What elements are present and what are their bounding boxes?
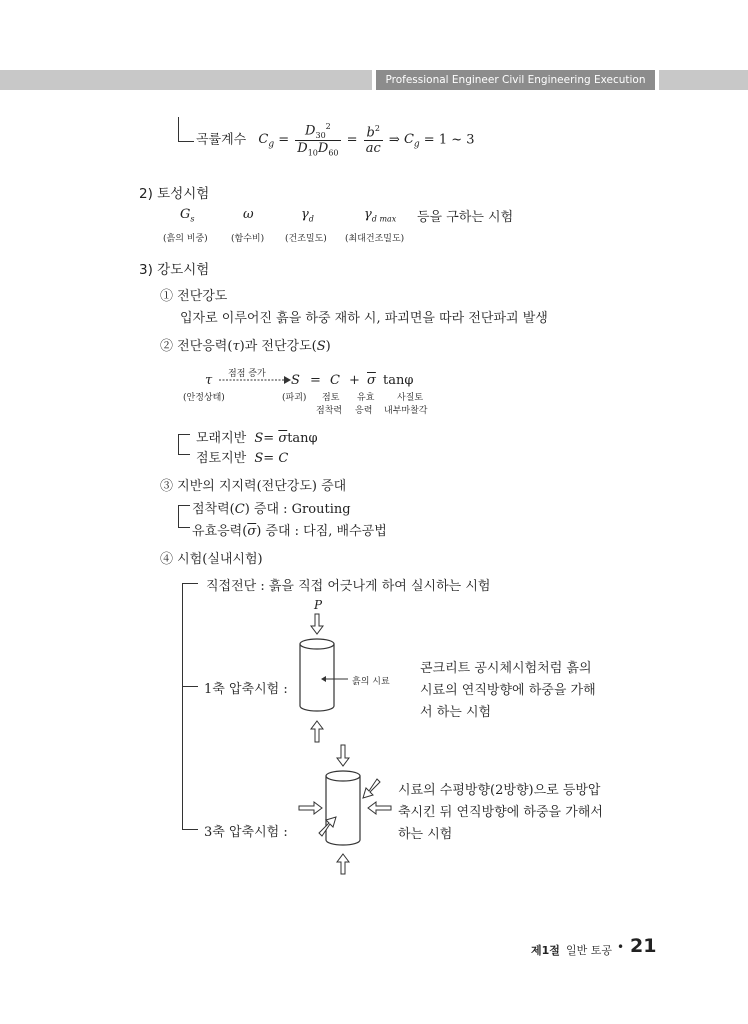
desc-line: 서 하는 시험	[420, 705, 492, 720]
eq-equals: =	[310, 373, 321, 388]
consistency-tail: 등을 구하는 시험	[417, 210, 514, 225]
eq-tan-phi: tanφ	[383, 373, 414, 388]
desc-line: 시료의 수평방향(2방향)으로 등방압	[398, 783, 601, 798]
soil-sample-cylinder-3	[326, 771, 360, 845]
s-symbol: S	[254, 451, 264, 466]
eq-s: S	[291, 373, 300, 388]
note-stress: 응력	[355, 406, 373, 416]
eq-sigma: $\overline{\sigma}$	[367, 373, 376, 388]
text-span: ② 전단응력(	[160, 339, 233, 354]
desc-line: 시료의 연직방향에 하중을 가해	[420, 683, 596, 698]
formula-symbol: ac	[365, 140, 381, 156]
formula-superscript: 2	[325, 122, 331, 131]
note-max-dry-density: (최대건조밀도)	[345, 234, 405, 244]
uniaxial-test-label: 1축 압축시험 :	[204, 682, 288, 697]
desc-line: 하는 시험	[398, 827, 453, 842]
hollow-arrow-diagonal-icon	[363, 779, 380, 798]
formula-symbol: D	[317, 140, 329, 156]
tau-symbol: τ	[232, 339, 240, 354]
hollow-arrow-down-icon	[311, 614, 323, 634]
formula-subscript: s	[190, 214, 195, 224]
formula-symbol: D	[297, 140, 308, 156]
tan-phi: tanφ	[287, 431, 318, 446]
formula-subscript: 10	[307, 148, 318, 158]
text-span: 점착력(	[192, 502, 235, 517]
note-failure: (파괴)	[282, 393, 307, 403]
note-water-content: (함수비)	[231, 234, 265, 244]
arrow-label: 점점 증가	[228, 369, 266, 379]
sigma-symbol: $\overline{\sigma}$	[247, 524, 257, 539]
formula-symbol: γ	[364, 207, 372, 222]
item-shear-strength-desc: 입자로 이루어진 흙을 하중 재하 시, 파괴면을 따라 전단파괴 발생	[180, 311, 548, 326]
text-span: ) 증대 : 다짐, 배수공법	[256, 524, 387, 539]
section-heading-strength: 3) 강도시험	[139, 262, 210, 278]
note-friction: 내부마찰각	[384, 406, 428, 416]
item-lab-test-title: ④ 시험(실내시험)	[160, 552, 263, 567]
soil-sample-label: 흙의 시료	[352, 677, 390, 687]
s-symbol: S	[254, 431, 264, 446]
triaxial-test-label: 3축 압축시험 :	[204, 825, 288, 840]
text-span: )과 전단강도(	[239, 339, 317, 354]
formula-symbol: C	[403, 132, 414, 148]
c-symbol: C	[278, 451, 289, 466]
hollow-arrow-left-icon	[368, 802, 391, 814]
formula-symbol: γ	[301, 207, 309, 222]
text-span: )	[325, 339, 331, 354]
formula-symbol: b	[366, 124, 375, 140]
note-clay: 점토	[322, 393, 340, 403]
page-number: 21	[630, 935, 657, 957]
note-effective: 유효	[357, 393, 375, 403]
formula-subscript: g	[413, 139, 420, 150]
item-shear-strength-title: ① 전단강도	[160, 289, 228, 304]
note-sand: 사질토	[397, 393, 424, 403]
formula-equals: =	[346, 132, 358, 148]
clay-ground-label: 점토지반	[196, 451, 247, 466]
c-symbol: C	[234, 502, 245, 517]
hollow-arrow-down-icon	[337, 745, 349, 766]
curvature-label: 곡률계수	[196, 132, 247, 148]
formula-equals: =	[263, 431, 275, 446]
formula-equals: =	[263, 451, 275, 466]
formula-range: = 1 ~ 3	[423, 132, 475, 148]
formula-subscript: 60	[328, 148, 339, 158]
formula-symbol: C	[258, 132, 269, 148]
arrow-increase	[219, 376, 291, 384]
footer-chapter: 일반 토공	[566, 944, 613, 957]
hollow-arrow-up-icon	[311, 721, 323, 742]
desc-line: 축시킨 뒤 연직방향에 하중을 가해서	[398, 805, 603, 820]
s-symbol: S	[316, 339, 326, 354]
formula-symbol: G	[180, 207, 191, 222]
sigma-symbol: $\overline{\sigma}$	[278, 431, 288, 446]
eq-c: C	[330, 373, 340, 388]
desc-line: 콘크리트 공시체시험처럼 흙의	[420, 661, 592, 676]
formula-superscript: 2	[374, 123, 380, 133]
hollow-arrow-right-icon	[299, 802, 322, 814]
running-title: Professional Engineer Civil Engineering Execution	[376, 70, 655, 90]
footer-section: 제1절	[531, 944, 560, 957]
text-span: 유효응력(	[192, 524, 248, 539]
eq-plus: +	[349, 373, 360, 388]
section-heading-consistency: 2) 토성시험	[139, 186, 210, 202]
symbol-omega: ω	[243, 207, 254, 222]
sand-ground-label: 모래지반	[196, 431, 247, 446]
note-cohesion: 점착력	[316, 406, 343, 416]
formula-subscript: d	[308, 214, 314, 224]
footer-bullet: •	[617, 940, 625, 954]
direct-shear-test: 직접전단 : 흙을 직접 어긋나게 하여 실시하는 시험	[206, 579, 491, 594]
note-dry-density: (건조밀도)	[285, 234, 327, 244]
formula-symbol: D	[305, 123, 316, 139]
hollow-arrow-up-icon	[337, 854, 349, 874]
formula-subscript: 30	[315, 130, 326, 140]
note-specific-gravity: (흙의 비중)	[163, 234, 208, 244]
text-span: ) 증대 : Grouting	[244, 502, 351, 517]
soil-sample-cylinder-1	[300, 639, 334, 711]
load-p-label: P	[314, 598, 323, 612]
formula-subscript: d max	[371, 214, 397, 224]
item-bearing-capacity-title: ③ 지반의 지지력(전단강도) 증대	[160, 479, 347, 494]
implies-symbol: ⇒	[388, 132, 400, 148]
note-stable: (안정상태)	[183, 393, 225, 403]
formula-equals: =	[278, 132, 290, 148]
eq-tau: τ	[205, 373, 213, 388]
formula-subscript: g	[268, 139, 275, 150]
